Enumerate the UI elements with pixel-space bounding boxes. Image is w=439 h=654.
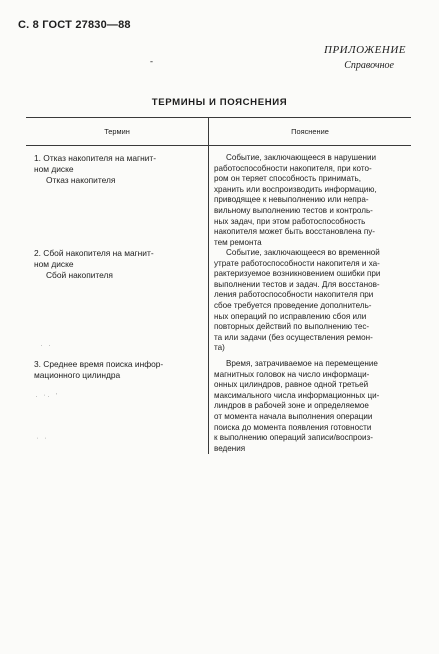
explanation-3-line: онных цилиндров, равное одной третьей	[214, 380, 369, 390]
document-title: ТЕРМИНЫ И ПОЯСНЕНИЯ	[151, 97, 288, 108]
explanation-1-line: ром он теряет способность принимать,	[214, 174, 361, 184]
explanation-2-line: ления работоспособности накопителя при	[214, 290, 374, 300]
scan-speck: · ·	[36, 436, 49, 442]
term-3	[34, 359, 206, 381]
table-top-rule	[26, 117, 411, 118]
explanation-1-line: тем ремонта	[214, 237, 262, 247]
scan-speck: . .	[40, 342, 53, 348]
table-header-rule	[26, 145, 411, 146]
term-2-line-2: ном диске	[34, 258, 74, 269]
explanation-2-line: та или задачи (без осуществления ремон-	[214, 332, 373, 342]
term-1	[34, 153, 206, 185]
explanation-1-line: накопителя может быть восстановлена пу-	[214, 227, 375, 237]
explanation-2	[214, 248, 404, 354]
explanation-1	[214, 153, 404, 248]
term-2	[34, 248, 206, 280]
table-column-divider	[208, 117, 209, 454]
explanation-1-line: хранить или воспроизводить информацию,	[214, 184, 377, 194]
explanation-2-line: рактеризуемое возникновением ошибки при	[214, 269, 381, 279]
explanation-2-line: Событие, заключающееся во временной	[226, 248, 380, 257]
explanation-3	[214, 359, 404, 454]
explanation-3-line: ведения	[214, 443, 246, 453]
explanation-2-line: сбое требуется проведение дополнитель-	[214, 300, 372, 310]
scan-speck: -	[150, 56, 153, 66]
explanation-3-line: к выполнению операций записи/воспроиз-	[214, 433, 373, 443]
explanation-3-line: магнитных головок на число информаци-	[214, 369, 370, 379]
term-3-line-1: 3. Среднее время поиска инфор-	[34, 359, 164, 369]
explanation-2-line: утрате работоспособности накопителя и ха-	[214, 258, 380, 268]
column-header-term: Термин	[104, 127, 130, 136]
standard-reference: С. 8 ГОСТ 27830—88	[18, 19, 131, 31]
term-1-synonym: Отказ накопителя	[46, 174, 116, 185]
appendix-kind: Справочное	[344, 60, 394, 71]
explanation-2-line: ных операций по исправлению сбоя или	[214, 311, 367, 321]
appendix-label: ПРИЛОЖЕНИЕ	[324, 44, 406, 56]
term-2-line-1: 2. Сбой накопителя на магнит-	[34, 248, 154, 258]
explanation-2-line: повторных действий по выполнению тес-	[214, 322, 370, 332]
term-1-line-1: 1. Отказ накопителя на магнит-	[34, 153, 157, 163]
explanation-3-line: от момента начала выполнения операции	[214, 411, 373, 421]
explanation-1-line: Событие, заключающееся в нарушении	[226, 153, 377, 162]
term-3-line-2: мационного цилиндра	[34, 369, 121, 380]
explanation-3-line: Время, затрачиваемое на перемещение	[226, 359, 378, 368]
explanation-2-line: та)	[214, 343, 225, 353]
explanation-3-line: поиска до момента появления готовности	[214, 422, 372, 432]
explanation-2-line: выполнении тестов и задач. Для восстанов-	[214, 279, 380, 289]
explanation-3-line: максимального числа информационных ци-	[214, 390, 380, 400]
term-1-line-2: ном диске	[34, 163, 74, 174]
explanation-1-line: ных задач, при этом работоспособность	[214, 216, 366, 226]
explanation-1-line: вильному выполнению тестов и контроль-	[214, 205, 373, 215]
explanation-1-line: приводящее к невыполнению или непра-	[214, 195, 369, 205]
explanation-1-line: работоспособности накопителя, при кото-	[214, 163, 372, 173]
term-2-synonym: Сбой накопителя	[46, 269, 113, 280]
column-header-explanation: Пояснение	[291, 127, 329, 136]
explanation-3-line: линдров в рабочей зоне и определяемое	[214, 401, 369, 411]
scan-speck: . ·. '	[35, 393, 60, 399]
